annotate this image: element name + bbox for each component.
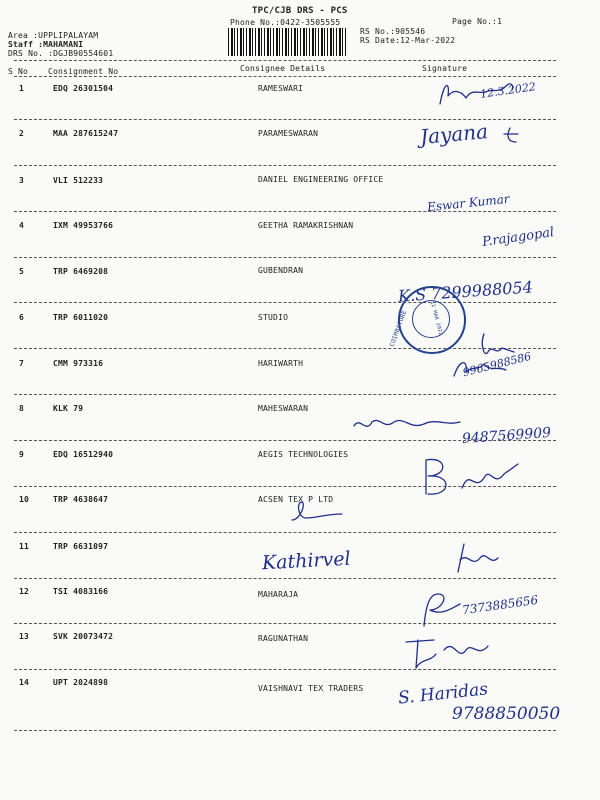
signature-phone-row-12: 7373885656 <box>461 592 539 618</box>
row-sno: 7 <box>19 359 25 368</box>
signature-row-6-7 <box>440 300 560 396</box>
staff-field: Staff :MAHAMANI <box>8 40 84 49</box>
row-sno: 10 <box>19 495 30 504</box>
col-header-consignment: Consignment No <box>48 67 119 76</box>
signature-phone-row-7: 9965988586 <box>461 349 533 380</box>
signature-row-2: Jayana <box>419 119 489 149</box>
row-consignment: TRP 6631097 <box>53 542 109 551</box>
signature-row-8 <box>350 412 470 440</box>
row-divider <box>14 165 556 166</box>
row-consignee: GUBENDRAN <box>258 266 304 275</box>
signature-phone-row-14: 9788850050 <box>452 704 561 724</box>
row-sno: 8 <box>19 404 25 413</box>
row-consignee: DANIEL ENGINEERING OFFICE <box>258 175 384 184</box>
signature-date-row-1: 12.3.2022 <box>479 80 537 101</box>
col-header-sno: S No <box>8 67 29 76</box>
drs-number: DRS No. :DGJB90554601 <box>8 49 114 58</box>
signature-row-10 <box>286 496 356 528</box>
signature-row-14: S. Haridas <box>397 679 489 709</box>
row-sno: 1 <box>19 84 25 93</box>
row-consignee: RAMESWARI <box>258 84 304 93</box>
row-consignee: ACSEN TEX P LTD <box>258 495 334 504</box>
row-divider <box>14 623 556 624</box>
row-consignment: TRP 6469208 <box>53 267 109 276</box>
page-number: Page No.:1 <box>452 17 503 26</box>
rs-date: RS Date:12-Mar-2022 <box>360 36 456 45</box>
row-sno: 6 <box>19 313 25 322</box>
row-consignment: IXM 49953766 <box>53 221 114 230</box>
row-consignee: PARAMESWARAN <box>258 129 319 138</box>
row-sno: 5 <box>19 267 25 276</box>
row-consignee: MAHESWARAN <box>258 404 309 413</box>
row-consignment: VLI 512233 <box>53 176 104 185</box>
row-consignment: TRP 6011020 <box>53 313 109 322</box>
col-header-consignee: Consignee Details <box>240 64 326 73</box>
barcode <box>228 28 348 56</box>
row-consignment: SVK 20073472 <box>53 632 114 641</box>
row-sno: 9 <box>19 450 25 459</box>
signature-phone-row-5: K.S 7299988054 <box>397 277 534 306</box>
row-consignment: TRP 4638647 <box>53 495 109 504</box>
row-sno: 11 <box>19 542 30 551</box>
row-consignment: EDQ 26301504 <box>53 84 114 93</box>
signature-phone-row-8: 9487569909 <box>461 424 552 448</box>
sheet-title: TPC/CJB DRS - PCS <box>252 6 348 16</box>
row-sno: 3 <box>19 176 25 185</box>
row-consignee: HARIWARTH <box>258 359 304 368</box>
row-sno: 4 <box>19 221 25 230</box>
area-field: Area :UPPLIPALAYAM <box>8 31 99 40</box>
row-sno: 2 <box>19 129 25 138</box>
col-header-signature: Signature <box>422 64 468 73</box>
row-divider <box>14 532 556 533</box>
row-sno: 12 <box>19 587 30 596</box>
phone-number: Phone No.:0422-3505555 <box>230 18 341 27</box>
signature-row-13 <box>400 628 500 674</box>
row-consignment: CMM 973316 <box>53 359 104 368</box>
row-sno: 14 <box>19 678 30 687</box>
row-sno: 13 <box>19 632 30 641</box>
signature-row-4: P.rajagopal <box>481 225 556 250</box>
row-consignee: RAGUNATHAN <box>258 634 309 643</box>
rs-number: RS No.:905546 <box>360 27 426 36</box>
signature-row-11-mark <box>452 540 502 576</box>
row-divider <box>14 578 556 579</box>
row-consignee: GEETHA RAMAKRISHNAN <box>258 221 354 230</box>
signature-row-9 <box>418 448 528 502</box>
signature-row-3: Eswar Kumar <box>426 191 511 215</box>
row-consignment: MAA 287615247 <box>53 129 119 138</box>
row-divider <box>14 730 556 731</box>
signature-row-2-mark <box>500 124 530 148</box>
row-consignee: AEGIS TECHNOLOGIES <box>258 450 349 459</box>
row-divider <box>14 257 556 258</box>
stamp-date: 12 MAR 2022 <box>428 300 444 337</box>
row-consignment: EDQ 16512940 <box>53 450 114 459</box>
row-consignment: TSI 4083166 <box>53 587 109 596</box>
row-consignee: MAHARAJA <box>258 590 299 599</box>
row-consignee: STUDIO <box>258 313 289 322</box>
row-consignee: VAISHNAVI TEX TRADERS <box>258 684 364 693</box>
header-divider <box>14 60 556 61</box>
row-consignment: UPT 2024898 <box>53 678 109 687</box>
row-divider <box>14 211 556 212</box>
signature-row-11: Kathirvel <box>261 547 352 575</box>
stamp-city: COIMBATORE <box>388 309 409 348</box>
row-consignment: KLK 79 <box>53 404 84 413</box>
